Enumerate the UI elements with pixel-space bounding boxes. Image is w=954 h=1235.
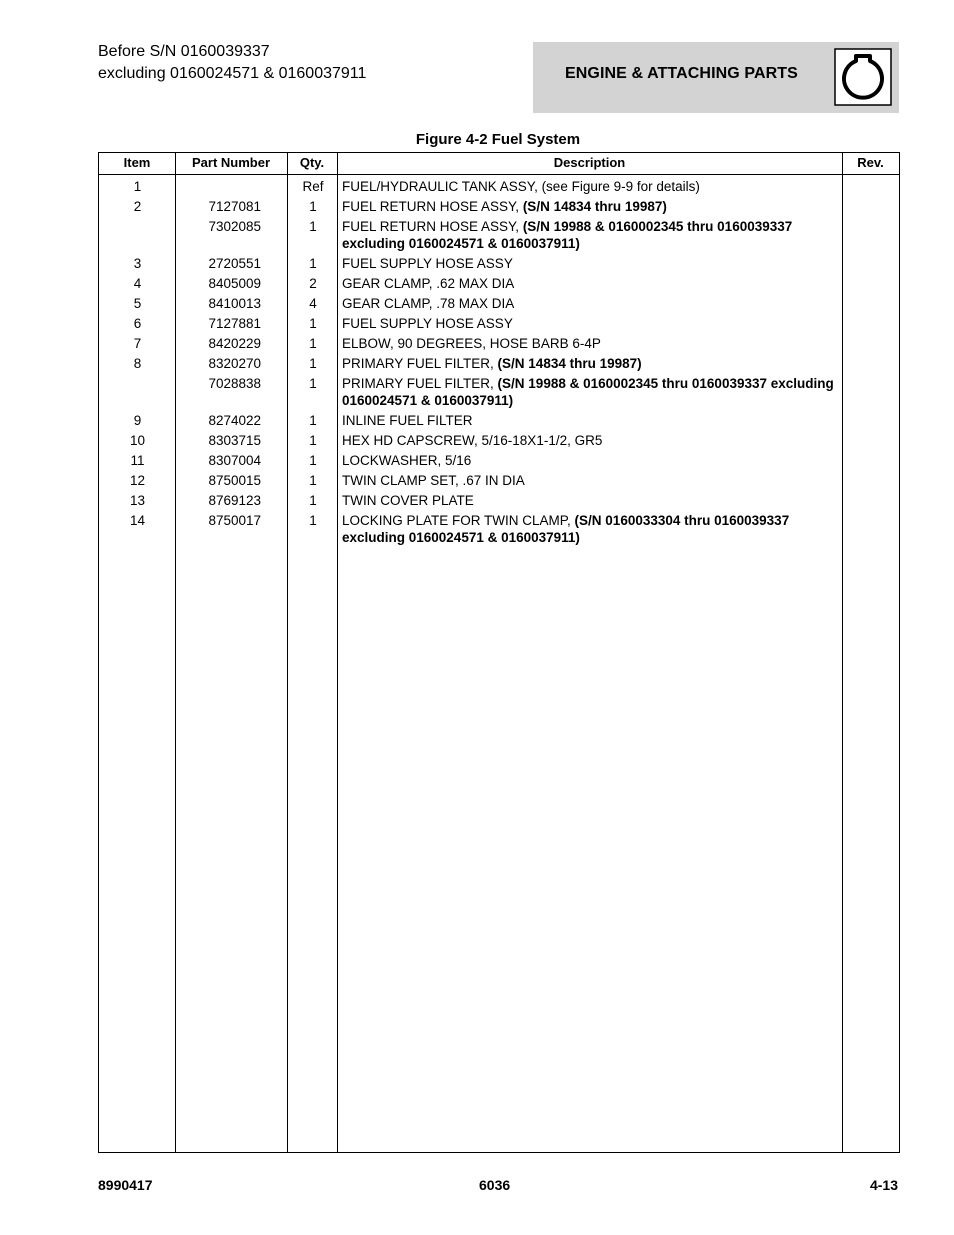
description: [342, 432, 837, 449]
part-number: 8405009: [208, 275, 261, 291]
quantity: 4: [309, 295, 317, 311]
description: [342, 472, 837, 489]
description: [342, 412, 837, 429]
column-header-part-number: Part Number: [191, 155, 271, 170]
description-text: GEAR CLAMP, .62 MAX DIA: [342, 275, 515, 291]
column-header-description: Description: [553, 155, 626, 170]
part-number: 7028838: [208, 375, 261, 391]
description: [342, 512, 837, 546]
description: [342, 375, 837, 409]
description: [342, 218, 837, 252]
table-row: [99, 410, 899, 430]
description-text: TWIN CLAMP SET, .67 IN DIA: [342, 472, 525, 488]
table-row: [99, 313, 899, 333]
description: [342, 335, 837, 352]
description: [342, 255, 837, 272]
description-text: LOCKWASHER, 5/16: [342, 452, 472, 468]
quantity: Ref: [302, 178, 324, 194]
table-row: [99, 176, 899, 196]
serial-note-line2: excluding 0160024571 & 0160037911: [98, 65, 367, 82]
part-number: 8274022: [208, 412, 261, 428]
table-row: [99, 333, 899, 353]
description: [342, 178, 837, 195]
description-text: HEX HD CAPSCREW, 5/16-18X1-1/2, GR5: [342, 432, 603, 448]
description: [342, 355, 837, 372]
footer-document-number: 8990417: [98, 1177, 153, 1193]
description: [342, 315, 837, 332]
table-row: [99, 253, 899, 273]
figure-title: Figure 4-2 Fuel System: [415, 131, 581, 148]
part-number: 8750017: [208, 512, 261, 528]
table-header: [99, 153, 899, 175]
table-row: [99, 490, 899, 510]
section-header-box: [533, 42, 899, 113]
quantity: 1: [309, 472, 317, 488]
description-text: INLINE FUEL FILTER: [342, 412, 473, 428]
part-number: 8307004: [208, 452, 261, 468]
column-header-rev: Rev.: [857, 155, 884, 170]
quantity: 1: [309, 375, 317, 391]
item-number: 5: [133, 295, 142, 311]
description: [342, 198, 837, 215]
description-text: TWIN COVER PLATE: [342, 492, 474, 508]
part-number: 2720551: [208, 255, 261, 271]
description-text: GEAR CLAMP, .78 MAX DIA: [342, 295, 515, 311]
description-text: FUEL/HYDRAULIC TANK ASSY, (see Figure 9-9 for details): [342, 178, 700, 194]
item-number: 11: [130, 452, 145, 468]
item-number: 13: [129, 492, 146, 508]
description-text: FUEL RETURN HOSE ASSY,: [342, 198, 523, 214]
item-number: 3: [133, 255, 142, 271]
item-number: 4: [133, 275, 142, 291]
description-text: PRIMARY FUEL FILTER,: [342, 355, 498, 371]
part-number: 8303715: [208, 432, 261, 448]
item-number: 10: [129, 432, 146, 448]
part-number: 8420229: [208, 335, 261, 351]
parts-table: [98, 152, 900, 1153]
table-row: [99, 510, 899, 547]
quantity: 1: [309, 315, 317, 331]
part-number: 7127881: [208, 315, 261, 331]
description-text: PRIMARY FUEL FILTER,: [342, 375, 498, 391]
serial-note: [98, 41, 366, 85]
part-number: 8769123: [208, 492, 261, 508]
item-number: 14: [129, 512, 146, 528]
description: [342, 295, 837, 312]
quantity: 1: [309, 512, 317, 528]
table-row: [99, 450, 899, 470]
quantity: 1: [309, 492, 317, 508]
table-row: [99, 273, 899, 293]
quantity: 1: [309, 355, 317, 371]
description: [342, 275, 837, 292]
item-number: 8: [133, 355, 142, 371]
table-row: [99, 293, 899, 313]
table-row: [99, 373, 899, 410]
table-body: [99, 176, 899, 547]
description-serial-range: (S/N 19988 & 0160002345 thru 0160039337 excluding 0160024571 & 0160037911): [342, 218, 793, 251]
footer-model-number: 6036: [479, 1177, 511, 1193]
description-serial-range: (S/N 0160033304 thru 0160039337 excluding 0160024571 & 0160037911): [342, 512, 790, 545]
footer-page-number: 4-13: [869, 1177, 898, 1193]
description-text: LOCKING PLATE FOR TWIN CLAMP,: [342, 512, 575, 528]
item-number: 9: [133, 412, 142, 428]
quantity: 1: [309, 452, 317, 468]
quantity: 1: [309, 432, 317, 448]
quantity: 1: [309, 198, 317, 214]
item-number: 1: [133, 178, 142, 194]
part-number: 8750015: [208, 472, 261, 488]
part-number: 8320270: [208, 355, 261, 371]
description: [342, 452, 837, 469]
table-row: [99, 430, 899, 450]
description-serial-range: (S/N 19988 & 0160002345 thru 0160039337 excluding 0160024571 & 0160037911): [342, 375, 834, 408]
column-header-item: Item: [123, 155, 151, 170]
part-number: 8410013: [208, 295, 261, 311]
item-number: 6: [133, 315, 142, 331]
table-row: [99, 216, 899, 253]
description-text: FUEL SUPPLY HOSE ASSY: [342, 255, 513, 271]
description: [342, 492, 837, 509]
quantity: 2: [309, 275, 317, 291]
description-text: FUEL SUPPLY HOSE ASSY: [342, 315, 513, 331]
quantity: 1: [309, 218, 317, 234]
description-serial-range: (S/N 14834 thru 19987): [497, 355, 642, 371]
description-serial-range: (S/N 14834 thru 19987): [522, 198, 667, 214]
section-title: ENGINE & ATTACHING PARTS: [565, 65, 798, 82]
item-number: 2: [133, 198, 142, 214]
table-row: [99, 353, 899, 373]
engine-icon: [834, 48, 892, 106]
table-row: [99, 196, 899, 216]
item-number: 12: [129, 472, 146, 488]
quantity: 1: [309, 412, 317, 428]
description-text: ELBOW, 90 DEGREES, HOSE BARB 6-4P: [342, 335, 601, 351]
table-row: [99, 470, 899, 490]
item-number: 7: [133, 335, 142, 351]
quantity: 1: [309, 335, 317, 351]
quantity: 1: [309, 255, 317, 271]
serial-note-line1: Before S/N 0160039337: [98, 43, 270, 60]
part-number: 7302085: [208, 218, 261, 234]
description-text: FUEL RETURN HOSE ASSY,: [342, 218, 523, 234]
part-number: 7127081: [208, 198, 261, 214]
column-header-qty: Qty.: [299, 155, 325, 170]
